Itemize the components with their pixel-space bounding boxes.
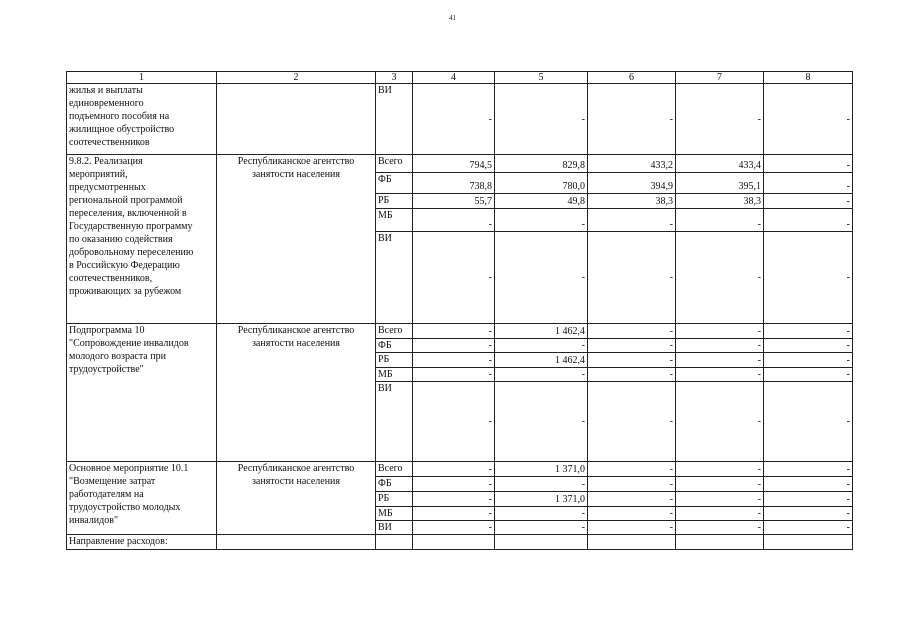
year-7-value: - [676,477,764,492]
empty-cell [495,535,588,550]
funding-source: МБ [376,368,413,382]
year-6-value: - [588,382,676,462]
table-row [67,155,853,173]
year-4-value: - [413,324,495,339]
year-5-value: - [495,209,588,232]
measure-description: 9.8.2. Реализация мероприятий, предусмотренных региональной программой переселения, включенной в Государственную программу по оказанию содействия добровольному переселению в Российскую Федерацию соотечественников, проживающих за рубежом [67,155,217,324]
responsible-agency: Республиканское агентство занятости населения [217,155,376,324]
funding-source: ВИ [376,521,413,535]
year-5-value: 1 462,4 [495,353,588,368]
column-number-header [67,72,853,84]
year-6-value: 433,2 [588,155,676,173]
year-5-value: - [495,382,588,462]
year-6-value: 38,3 [588,194,676,209]
year-7-value: - [676,339,764,353]
year-4-value: - [413,339,495,353]
year-8-value: - [764,173,853,194]
year-5-value: - [495,477,588,492]
year-6-value: - [588,492,676,507]
page-number: 41 [449,14,456,22]
year-4-value: - [413,477,495,492]
funding-source: ФБ [376,173,413,194]
year-4-value: - [413,507,495,521]
year-7-value: - [676,492,764,507]
column-header: 7 [676,72,764,84]
funding-source: МБ [376,507,413,521]
funding-source: ВИ [376,382,413,462]
funding-source: Всего [376,462,413,477]
measure-description: Подпрограмма 10 "Сопровождение инвалидов молодого возраста при трудоустройстве" [67,324,217,462]
year-5-value: - [495,368,588,382]
year-8-value: - [764,368,853,382]
empty-cell [676,535,764,550]
year-8-value: - [764,477,853,492]
year-8-value: - [764,353,853,368]
funding-source: РБ [376,492,413,507]
funding-source: РБ [376,353,413,368]
funding-source: Всего [376,324,413,339]
expense-direction-label: Направление расходов: [67,535,217,550]
measure-description: жилья и выплаты единовременного подъемного пособия на жилищное обустройство соотечественников [67,84,217,155]
year-5-value: 49,8 [495,194,588,209]
year-8-value: - [764,232,853,324]
year-4-value: - [413,492,495,507]
measure-description: Основное мероприятие 10.1 "Возмещение затрат работодателям на трудоустройство молодых инвалидов" [67,462,217,535]
year-6-value: - [588,232,676,324]
year-8-value: - [764,324,853,339]
year-6-value: - [588,209,676,232]
year-6-value: - [588,521,676,535]
year-8-value: - [764,492,853,507]
year-5-value: 1 371,0 [495,462,588,477]
funding-source: ВИ [376,84,413,155]
year-8-value: - [764,209,853,232]
column-header: 1 [67,72,217,84]
year-7-value: - [676,507,764,521]
year-4-value: - [413,382,495,462]
year-4-value: - [413,84,495,155]
year-7-value: - [676,232,764,324]
year-8-value: - [764,521,853,535]
year-4-value: - [413,521,495,535]
funding-source: РБ [376,194,413,209]
responsible-agency: Республиканское агентство занятости населения [217,462,376,535]
year-5-value: 1 462,4 [495,324,588,339]
year-7-value: - [676,209,764,232]
year-5-value: 1 371,0 [495,492,588,507]
year-7-value: - [676,353,764,368]
table-row [67,462,853,477]
year-7-value: 395,1 [676,173,764,194]
funding-source: ФБ [376,477,413,492]
year-7-value: - [676,462,764,477]
empty-cell [413,535,495,550]
year-7-value: - [676,84,764,155]
column-header: 3 [376,72,413,84]
year-5-value: 780,0 [495,173,588,194]
year-6-value: - [588,84,676,155]
year-4-value: - [413,368,495,382]
responsible-agency: Республиканское агентство занятости населения [217,324,376,462]
funding-source: МБ [376,209,413,232]
year-7-value: - [676,521,764,535]
empty-cell [588,535,676,550]
year-6-value: - [588,368,676,382]
empty-cell [217,535,376,550]
year-5-value: - [495,339,588,353]
funding-source: ФБ [376,339,413,353]
table-row [67,535,853,550]
empty-cell [376,535,413,550]
year-8-value: - [764,339,853,353]
year-4-value: 55,7 [413,194,495,209]
funding-source: Всего [376,155,413,173]
year-5-value: 829,8 [495,155,588,173]
year-7-value: - [676,382,764,462]
year-8-value: - [764,462,853,477]
year-7-value: 433,4 [676,155,764,173]
year-6-value: - [588,462,676,477]
year-4-value: - [413,353,495,368]
empty-cell [764,535,853,550]
year-5-value: - [495,507,588,521]
year-8-value: - [764,382,853,462]
year-6-value: - [588,507,676,521]
funding-source: ВИ [376,232,413,324]
year-4-value: 738,8 [413,173,495,194]
column-header: 6 [588,72,676,84]
budget-table [66,71,853,550]
year-4-value: 794,5 [413,155,495,173]
column-header: 8 [764,72,853,84]
year-8-value: - [764,84,853,155]
column-header: 4 [413,72,495,84]
year-7-value: 38,3 [676,194,764,209]
year-4-value: - [413,209,495,232]
year-4-value: - [413,232,495,324]
year-6-value: - [588,339,676,353]
year-5-value: - [495,84,588,155]
responsible-agency [217,84,376,155]
year-6-value: - [588,353,676,368]
year-6-value: - [588,324,676,339]
year-8-value: - [764,507,853,521]
year-4-value: - [413,462,495,477]
column-header: 5 [495,72,588,84]
year-7-value: - [676,368,764,382]
year-5-value: - [495,232,588,324]
table-row [67,324,853,339]
year-8-value: - [764,155,853,173]
year-6-value: 394,9 [588,173,676,194]
column-header: 2 [217,72,376,84]
year-7-value: - [676,324,764,339]
year-8-value: - [764,194,853,209]
year-6-value: - [588,477,676,492]
year-5-value: - [495,521,588,535]
table-row [67,84,853,155]
